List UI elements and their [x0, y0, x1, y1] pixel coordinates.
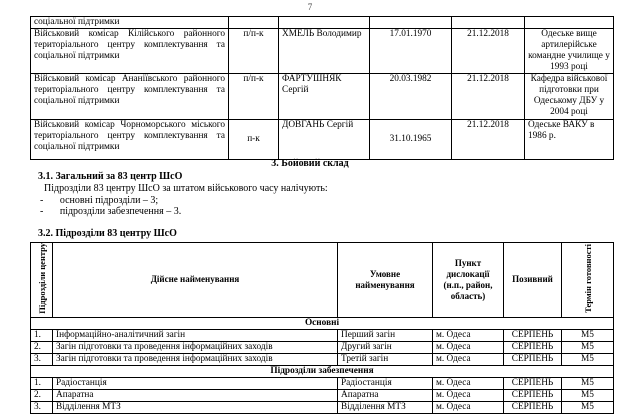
table-row — [31, 341, 614, 353]
header-readiness: Термін готовності — [562, 243, 614, 318]
header-row — [31, 243, 614, 318]
callsign-cell: СЕРПЕНЬ — [504, 401, 562, 413]
rank-cell: п/п-к — [229, 29, 279, 74]
actual-name-cell: Апаратна — [53, 389, 338, 401]
list-item — [40, 206, 181, 218]
readiness-cell: М5 — [562, 401, 614, 413]
group-row — [31, 317, 614, 329]
group-support-label: Підрозділи забезпечення — [31, 365, 614, 377]
list-text: основні підрозділи – 3; — [59, 195, 159, 206]
conventional-name-cell: Другий загін — [338, 341, 433, 353]
callsign-cell: СЕРПЕНЬ — [504, 353, 562, 365]
birth-cell: 17.01.1970 — [370, 29, 452, 74]
education-cell: Одеське вище артилерійське командне училище у 1993 році — [525, 29, 614, 74]
intro-paragraph: Підрозділи 83 центру ШсО за штатом військового часу налічують: — [44, 183, 328, 194]
row-number: 3. — [31, 353, 53, 365]
rank-cell: п-к — [229, 120, 279, 160]
row-number: 1. — [31, 377, 53, 389]
location-cell: м. Одеса — [433, 389, 504, 401]
position-cell: соціальної підтримки — [31, 17, 229, 29]
header-callsign: Позивний — [504, 243, 562, 318]
actual-name-cell: Інформаційно-аналітичний загін — [53, 329, 338, 341]
education-cell: Одеське ВАКУ в 1986 р. — [525, 120, 614, 160]
birth-cell: 31.10.1965 — [370, 120, 452, 160]
page-number: 7 — [307, 2, 313, 12]
conventional-name-cell: Радіостанція — [338, 377, 433, 389]
actual-name-cell: Загін підготовки та проведення інформаційних заходів — [53, 341, 338, 353]
conventional-name-cell: Перший загін — [338, 329, 433, 341]
actual-name-cell: Відділення МТЗ — [53, 401, 338, 413]
location-cell: м. Одеса — [433, 329, 504, 341]
row-number: 3. — [31, 401, 53, 413]
name-cell: ФАРТУШНЯК Сергій — [279, 74, 370, 120]
name-cell: ХМЕЛЬ Володимир — [279, 29, 370, 74]
name-cell — [279, 17, 370, 29]
date-cell: 21.12.2018 — [452, 74, 525, 120]
education-cell: Кафедра військової підготовки при Одеському ДБУ у 2004 році — [525, 74, 614, 120]
table-row — [31, 389, 614, 401]
conventional-name-cell: Відділення МТЗ — [338, 401, 433, 413]
header-location: Пункт дислокації (н.п., район, область) — [433, 243, 504, 318]
actual-name-cell: Радіостанція — [53, 377, 338, 389]
table-row — [31, 377, 614, 389]
callsign-cell: СЕРПЕНЬ — [504, 329, 562, 341]
table-row — [31, 401, 614, 413]
callsign-cell: СЕРПЕНЬ — [504, 341, 562, 353]
location-cell: м. Одеса — [433, 353, 504, 365]
location-cell: м. Одеса — [433, 341, 504, 353]
education-cell — [525, 17, 614, 29]
row-number: 1. — [31, 329, 53, 341]
table-row — [31, 353, 614, 365]
actual-name-cell: Загін підготовки та проведення інформаційних заходів — [53, 353, 338, 365]
section-title: 3. Бойовий склад — [271, 158, 349, 169]
date-cell — [452, 17, 525, 29]
row-number: 2. — [31, 341, 53, 353]
table-row — [31, 29, 614, 74]
callsign-cell: СЕРПЕНЬ — [504, 389, 562, 401]
callsign-cell: СЕРПЕНЬ — [504, 377, 562, 389]
readiness-cell: М5 — [562, 329, 614, 341]
birth-cell — [370, 17, 452, 29]
conventional-name-cell: Апаратна — [338, 389, 433, 401]
list-dash: - — [40, 206, 44, 217]
header-units: Підрозділи центру — [31, 243, 53, 318]
list-dash: - — [40, 195, 44, 206]
location-cell: м. Одеса — [433, 377, 504, 389]
header-conventional-name: Умовне найменування — [338, 243, 433, 318]
subsection-title — [38, 228, 177, 240]
position-cell: Військовий комісар Кілійського районного територіального центру комплектування та соціальної підтримки — [31, 29, 229, 74]
date-cell: 21.12.2018 — [452, 29, 525, 74]
position-cell: Військовий комісар Чорноморського міського територіального центру комплектування та соціальної підтримки — [31, 120, 229, 160]
position-cell: Військовий комісар Ананіївського районного територіального центру комплектування та соціальної підтримки — [31, 74, 229, 120]
date-cell: 21.12.2018 — [452, 120, 525, 160]
units-table — [30, 242, 614, 414]
table-row — [31, 120, 614, 160]
subsection-title — [38, 171, 182, 183]
location-cell: м. Одеса — [433, 401, 504, 413]
commissars-table — [30, 16, 614, 160]
subsection-label: 3.1. Загальний за 83 центр ШсО — [38, 171, 183, 182]
rank-cell — [229, 17, 279, 29]
table-row — [31, 329, 614, 341]
row-number: 2. — [31, 389, 53, 401]
group-main-label: Основні — [31, 317, 614, 329]
header-actual-name: Дійсне найменування — [53, 243, 338, 318]
table-row — [31, 74, 614, 120]
table-row — [31, 17, 614, 29]
conventional-name-cell: Третій загін — [338, 353, 433, 365]
name-cell: ДОВГАНЬ Сергій — [279, 120, 370, 160]
readiness-cell: М5 — [562, 389, 614, 401]
list-text: підрозділи забезпечення – 3. — [59, 206, 182, 217]
readiness-cell: М5 — [562, 341, 614, 353]
group-row — [31, 365, 614, 377]
subsection-label: 3.2. Підрозділи 83 центру ШсО — [38, 228, 177, 239]
readiness-cell: М5 — [562, 353, 614, 365]
rank-cell: п/п-к — [229, 74, 279, 120]
birth-cell: 20.03.1982 — [370, 74, 452, 120]
readiness-cell: М5 — [562, 377, 614, 389]
